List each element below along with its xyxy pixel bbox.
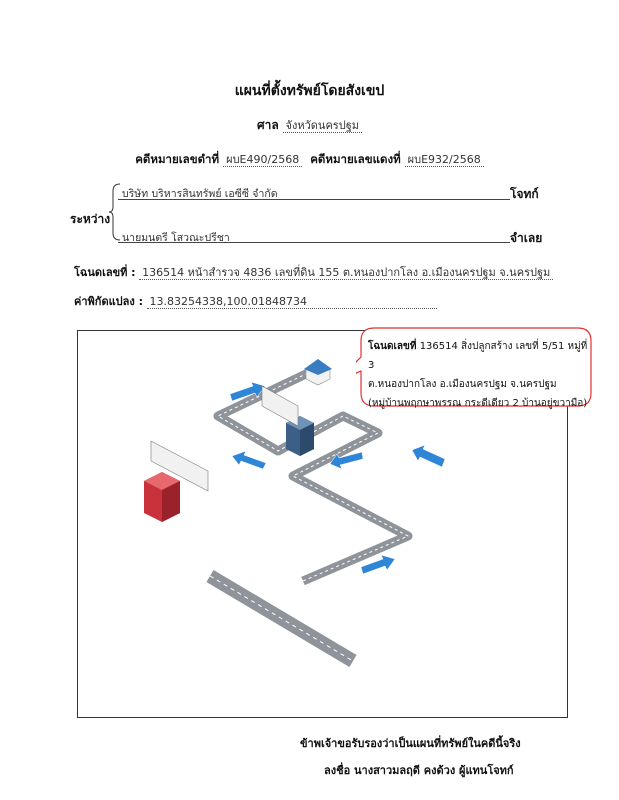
callout-deed-label: โฉนดเลขที่ bbox=[368, 341, 417, 352]
court-value: จังหวัดนครปฐม bbox=[283, 119, 362, 133]
main-road bbox=[210, 576, 353, 661]
signboards bbox=[151, 386, 298, 491]
callout-line-1-value: 136514 สิ่งปลูกสร้าง เลขที่ 5/51 หมู่ที่ 3 bbox=[368, 341, 588, 371]
case-number-line bbox=[0, 150, 619, 169]
brace-icon bbox=[108, 183, 122, 241]
main-road-label: ถนน เพชรเกษม bbox=[255, 616, 307, 652]
red-case-value: ผบE932/2568 bbox=[405, 153, 484, 167]
plaintiff-name: บริษัท บริหารสินทรัพย์ เอซีซี จำกัด bbox=[122, 188, 278, 200]
defendant-role: จำเลย bbox=[510, 231, 543, 245]
court-label: ศาล bbox=[256, 118, 279, 132]
certification-text: ข้าพเจ้าขอรับรองว่าเป็นแผนที่ทรัพย์ในคดีนี้จริง bbox=[300, 737, 521, 750]
red-case-label: คดีหมายเลขแดงที่ bbox=[310, 152, 401, 166]
red-building bbox=[144, 472, 180, 522]
arrow-icon bbox=[412, 445, 445, 467]
coordinate-label: ค่าพิกัดแปลง : bbox=[74, 295, 144, 308]
deed-line bbox=[74, 263, 553, 281]
callout-line-1 bbox=[368, 337, 590, 375]
plaintiff-underline bbox=[118, 199, 510, 200]
callout-text bbox=[368, 337, 590, 413]
plaintiff-role: โจทก์ bbox=[510, 187, 539, 201]
deed-label: โฉนดเลขที่ : bbox=[74, 266, 136, 279]
between-label: ระหว่าง bbox=[70, 212, 111, 226]
defendant-underline bbox=[118, 242, 510, 243]
signature-line: ลงชื่อ นางสาวมลฤดี คงด้วง ผู้แทนโจทก์ bbox=[324, 764, 514, 777]
black-case-value: ผบE490/2568 bbox=[223, 153, 302, 167]
callout-line-2: ต.หนองปากโลง อ.เมืองนครปฐม จ.นครปฐม bbox=[368, 379, 557, 390]
house-icon bbox=[304, 359, 332, 385]
coordinate-line bbox=[74, 292, 437, 310]
court-line bbox=[0, 116, 619, 135]
defendant-name: นายมนตรี โสวณะปรีชา bbox=[122, 232, 230, 244]
black-case-label: คดีหมายเลขดำที่ bbox=[135, 152, 220, 166]
callout-line-3: (หมู่บ้านพฤกษาพรรณ กระดีเดียว 2 บ้านอยู่ขวามือ) bbox=[368, 398, 588, 409]
coordinate-value: 13.83254338,100.01848734 bbox=[147, 295, 437, 309]
deed-value: 136514 หน้าสำรวจ 4836 เลขที่ดิน 155 ต.หนองปากโลง อ.เมืองนครปฐม จ.นครปฐม bbox=[139, 266, 553, 280]
arrow-icon bbox=[232, 451, 266, 469]
page-title: แผนที่ตั้งทรัพย์โดยสังเขป bbox=[234, 83, 385, 99]
